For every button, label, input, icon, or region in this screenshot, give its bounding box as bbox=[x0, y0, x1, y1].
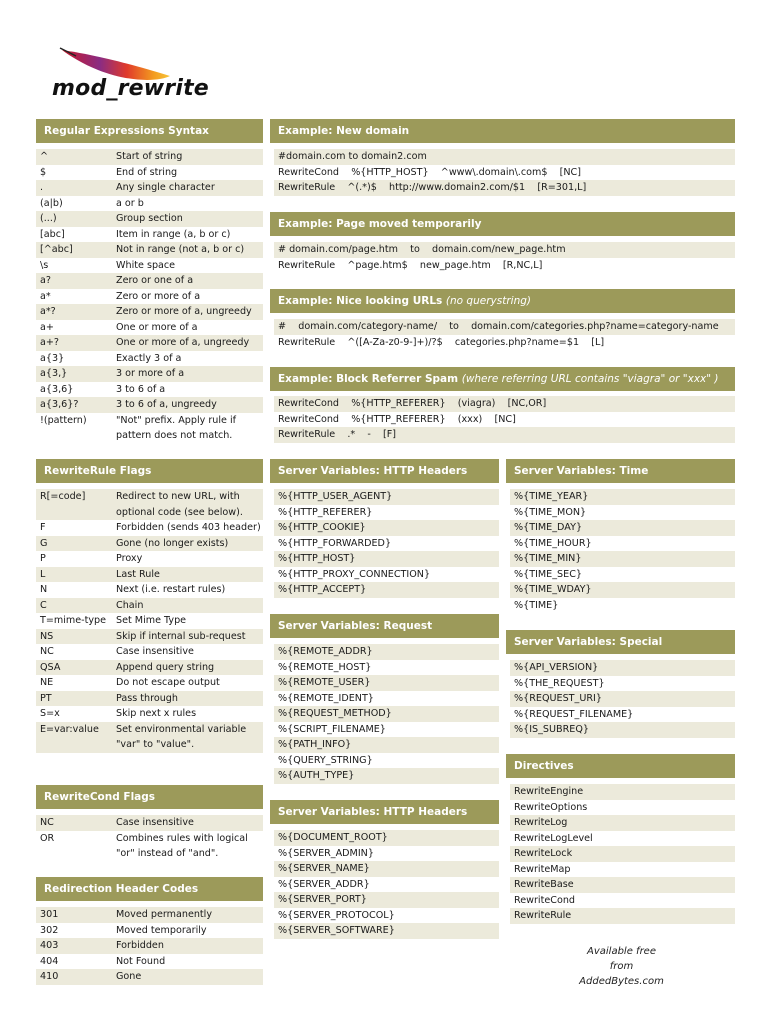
table-row bbox=[36, 258, 263, 274]
table-row bbox=[36, 320, 263, 336]
list-item: %{REMOTE_HOST} bbox=[278, 661, 372, 673]
page-title: mod_rewrite bbox=[52, 76, 209, 101]
regex-section-header: Regular Expressions Syntax bbox=[36, 119, 263, 143]
list-item: %{REQUEST_URI} bbox=[510, 691, 735, 707]
row-key: a+ bbox=[40, 321, 54, 333]
list-item: %{SCRIPT_FILENAME} bbox=[278, 723, 386, 735]
row-key: \s bbox=[40, 259, 49, 271]
list-item: %{DOCUMENT_ROOT} bbox=[274, 830, 499, 846]
list-item: %{REQUEST_FILENAME} bbox=[514, 708, 634, 720]
list-item: %{QUERY_STRING} bbox=[278, 754, 373, 766]
row-description: Start of string bbox=[116, 151, 183, 162]
redirection-codes-header: Redirection Header Codes bbox=[36, 877, 263, 901]
row-key: 403 bbox=[40, 940, 59, 951]
row-description: Moved permanently bbox=[116, 909, 213, 920]
table-row bbox=[36, 165, 263, 181]
row-key: OR bbox=[40, 832, 55, 844]
table-row bbox=[36, 227, 263, 243]
row-description: Append query string bbox=[116, 661, 215, 673]
row-key: NC bbox=[40, 817, 54, 828]
table-row bbox=[36, 691, 263, 707]
row-key: (a|b) bbox=[40, 197, 63, 209]
row-key: 404 bbox=[40, 955, 59, 967]
table-row bbox=[36, 382, 263, 398]
row-key: a{3,6} bbox=[40, 383, 74, 395]
footer-line-1: Available free from bbox=[587, 946, 656, 972]
table-row bbox=[36, 567, 263, 583]
table-row bbox=[36, 598, 263, 614]
directives-list bbox=[510, 784, 735, 924]
table-row bbox=[36, 520, 263, 536]
list-item: %{IS_SUBREQ} bbox=[510, 722, 735, 738]
row-key: 410 bbox=[40, 971, 59, 982]
list-item: %{TIME_YEAR} bbox=[510, 489, 735, 505]
row-description: Zero or one of a bbox=[116, 275, 194, 286]
list-item: RewriteRule ^page.htm$ new_page.htm [R,NC,L] bbox=[278, 259, 543, 271]
list-item: %{TIME_DAY} bbox=[510, 520, 735, 536]
row-description: Any single character bbox=[116, 182, 215, 193]
table-row bbox=[36, 815, 263, 831]
server-vars-http2-list bbox=[274, 830, 499, 939]
row-key: ^ bbox=[40, 151, 49, 162]
row-description: Chain bbox=[116, 599, 144, 611]
row-description: a or b bbox=[116, 197, 144, 209]
row-key: NS bbox=[40, 630, 54, 642]
row-key: G bbox=[40, 537, 48, 549]
table-row bbox=[36, 660, 263, 676]
table-row bbox=[36, 489, 263, 520]
row-description: Last Rule bbox=[116, 568, 160, 580]
list-item: %{REMOTE_USER} bbox=[274, 675, 499, 691]
row-key: NC bbox=[40, 646, 54, 657]
example-nice-urls-code bbox=[274, 319, 735, 350]
row-description: Combines rules with logical "or" instead of "and". bbox=[116, 832, 248, 859]
list-item: %{SERVER_PROTOCOL} bbox=[278, 909, 395, 921]
list-item: # domain.com/category-name/ to domain.com/categories.php?name=category-name bbox=[274, 319, 735, 335]
list-item: RewriteRule bbox=[510, 908, 735, 924]
row-key: a{3,} bbox=[40, 368, 68, 379]
list-item: RewriteBase bbox=[510, 877, 735, 893]
list-item: %{HTTP_HOST} bbox=[274, 551, 499, 567]
list-item: RewriteOptions bbox=[514, 801, 588, 813]
row-description: Zero or more of a bbox=[116, 290, 201, 302]
list-item: #domain.com to domain2.com bbox=[274, 149, 735, 165]
table-row bbox=[36, 536, 263, 552]
row-description: Forbidden bbox=[116, 940, 164, 951]
row-key: T=mime-type bbox=[40, 615, 107, 626]
table-row bbox=[36, 954, 263, 970]
table-row bbox=[36, 969, 263, 985]
rewriterule-flags-header: RewriteRule Flags bbox=[36, 459, 263, 483]
row-description: Zero or more of a, ungreedy bbox=[116, 306, 252, 317]
row-description: One or more of a, ungreedy bbox=[116, 337, 250, 348]
row-key: a* bbox=[40, 290, 51, 302]
table-row bbox=[36, 907, 263, 923]
table-row bbox=[36, 242, 263, 258]
row-description: Item in range (a, b or c) bbox=[116, 228, 231, 240]
table-row bbox=[36, 613, 263, 629]
row-description: Skip next x rules bbox=[116, 708, 197, 719]
row-description: Set environmental variable "var" to "value". bbox=[116, 723, 247, 750]
row-key: a+? bbox=[40, 337, 60, 348]
list-item: %{REQUEST_METHOD} bbox=[274, 706, 499, 722]
list-item: RewriteLogLevel bbox=[514, 832, 593, 844]
row-key: E=var:value bbox=[40, 723, 99, 735]
row-key: (...) bbox=[40, 213, 57, 224]
server-vars-http-list bbox=[274, 489, 499, 598]
row-description: Redirect to new URL, with optional code (see below). bbox=[116, 491, 243, 518]
rewriterule-flags-table bbox=[36, 489, 263, 753]
list-item: # domain.com/page.htm to domain.com/new_page.htm bbox=[274, 242, 735, 258]
row-key: L bbox=[40, 568, 46, 580]
list-item: %{HTTP_PROXY_CONNECTION} bbox=[278, 568, 431, 580]
table-row bbox=[36, 938, 263, 954]
server-vars-http2-header: Server Variables: HTTP Headers bbox=[270, 800, 499, 824]
row-description: Not Found bbox=[116, 955, 166, 967]
row-key: C bbox=[40, 599, 47, 611]
row-key: S=x bbox=[40, 708, 60, 719]
list-item: %{TIME_MIN} bbox=[510, 551, 735, 567]
row-description: 3 to 6 of a, ungreedy bbox=[116, 399, 217, 410]
server-vars-request-header: Server Variables: Request bbox=[270, 614, 499, 638]
table-row bbox=[36, 644, 263, 660]
row-key: a{3,6}? bbox=[40, 399, 79, 410]
row-key: PT bbox=[40, 692, 52, 704]
list-item: RewriteLog bbox=[510, 815, 735, 831]
row-key: N bbox=[40, 584, 48, 595]
list-item: %{HTTP_USER_AGENT} bbox=[274, 489, 499, 505]
regex-table bbox=[36, 149, 263, 444]
row-description: "Not" prefix. Apply rule if pattern does not match. bbox=[116, 414, 237, 441]
rewritecond-flags-header: RewriteCond Flags bbox=[36, 785, 263, 809]
row-key: R[=code] bbox=[40, 491, 86, 502]
row-description: Gone bbox=[116, 971, 142, 982]
row-description: 3 or more of a bbox=[116, 368, 185, 379]
redirection-codes-table bbox=[36, 907, 263, 985]
footer-line-2: AddedBytes.com bbox=[579, 976, 664, 987]
table-row bbox=[36, 397, 263, 413]
table-row bbox=[36, 413, 263, 444]
table-row bbox=[36, 351, 263, 367]
list-item: %{TIME} bbox=[514, 599, 559, 611]
row-description: Case insensitive bbox=[116, 646, 194, 657]
list-item: RewriteLock bbox=[510, 846, 735, 862]
example-spam-header bbox=[270, 367, 735, 391]
row-key: NE bbox=[40, 677, 54, 688]
list-item: %{SERVER_ADMIN} bbox=[278, 847, 374, 859]
server-vars-time-list bbox=[510, 489, 735, 613]
table-row bbox=[36, 211, 263, 227]
list-item: RewriteRule ^(.*)$ http://www.domain2.com/$1 [R=301,L] bbox=[274, 180, 735, 196]
table-row bbox=[36, 551, 263, 567]
table-row bbox=[36, 289, 263, 305]
row-description: White space bbox=[116, 259, 176, 271]
list-item: %{SERVER_PORT} bbox=[274, 892, 499, 908]
example-nice-urls-header bbox=[270, 289, 735, 313]
example-spam-note: (where referring URL contains "viagra" or "xxx" ) bbox=[461, 373, 719, 385]
table-row bbox=[36, 722, 263, 753]
row-description: Next (i.e. restart rules) bbox=[116, 584, 226, 595]
row-key: 301 bbox=[40, 909, 59, 920]
example-spam-code bbox=[274, 396, 735, 443]
list-item: %{PATH_INFO} bbox=[274, 737, 499, 753]
row-description: Gone (no longer exists) bbox=[116, 537, 229, 549]
row-key: 302 bbox=[40, 924, 59, 936]
list-item: %{SERVER_ADDR} bbox=[278, 878, 370, 890]
example-nice-urls-note: (no querystring) bbox=[445, 295, 531, 307]
row-key: $ bbox=[40, 166, 47, 178]
list-item: %{SERVER_SOFTWARE} bbox=[274, 923, 499, 939]
row-description: End of string bbox=[116, 166, 178, 178]
row-key: a{3} bbox=[40, 352, 65, 364]
list-item: RewriteCond bbox=[514, 894, 575, 906]
list-item: %{API_VERSION} bbox=[510, 660, 735, 676]
table-row bbox=[36, 304, 263, 320]
table-row bbox=[36, 923, 263, 939]
list-item: %{HTTP_REFERER} bbox=[278, 506, 373, 518]
example-moved-header: Example: Page moved temporarily bbox=[270, 212, 735, 236]
list-item: %{AUTH_TYPE} bbox=[274, 768, 499, 784]
table-row bbox=[36, 706, 263, 722]
list-item: RewriteCond %{HTTP_REFERER} (xxx) [NC] bbox=[278, 413, 516, 425]
row-description: Not in range (not a, b or c) bbox=[116, 244, 245, 255]
list-item: RewriteRule .* - [F] bbox=[274, 427, 735, 443]
list-item: %{HTTP_ACCEPT} bbox=[274, 582, 499, 598]
table-row bbox=[36, 335, 263, 351]
row-key: QSA bbox=[40, 661, 61, 673]
list-item: %{SERVER_NAME} bbox=[274, 861, 499, 877]
list-item: %{TIME_HOUR} bbox=[514, 537, 592, 549]
row-key: F bbox=[40, 522, 46, 533]
server-vars-http-header: Server Variables: HTTP Headers bbox=[270, 459, 499, 483]
list-item: RewriteCond %{HTTP_HOST} ^www\.domain\.com$ [NC] bbox=[278, 166, 582, 178]
table-row bbox=[36, 196, 263, 212]
example-nice-urls-title: Example: Nice looking URLs bbox=[278, 295, 443, 307]
server-vars-request-list bbox=[274, 644, 499, 784]
row-description: Exactly 3 of a bbox=[116, 352, 182, 364]
row-description: Moved temporarily bbox=[116, 924, 207, 936]
example-new-domain-header: Example: New domain bbox=[270, 119, 735, 143]
row-description: Skip if internal sub-request bbox=[116, 630, 246, 642]
table-row bbox=[36, 149, 263, 165]
list-item: %{REMOTE_ADDR} bbox=[274, 644, 499, 660]
table-row bbox=[36, 629, 263, 645]
list-item: %{TIME_SEC} bbox=[514, 568, 582, 580]
example-spam-title: Example: Block Referrer Spam bbox=[278, 373, 459, 385]
row-key: P bbox=[40, 553, 46, 564]
row-key: . bbox=[40, 182, 44, 193]
row-key: a? bbox=[40, 275, 51, 286]
footer-credit bbox=[574, 944, 669, 989]
server-vars-time-header: Server Variables: Time bbox=[506, 459, 735, 483]
row-key: !(pattern) bbox=[40, 414, 87, 426]
table-row bbox=[36, 831, 263, 862]
list-item: %{HTTP_COOKIE} bbox=[274, 520, 499, 536]
row-description: Forbidden (sends 403 header) bbox=[116, 522, 261, 533]
row-description: Set Mime Type bbox=[116, 615, 187, 626]
row-key: [^abc] bbox=[40, 244, 73, 255]
row-description: Group section bbox=[116, 213, 183, 224]
row-key: [abc] bbox=[40, 228, 65, 240]
row-key: a*? bbox=[40, 306, 56, 317]
server-vars-special-header: Server Variables: Special bbox=[506, 630, 735, 654]
row-description: 3 to 6 of a bbox=[116, 383, 166, 395]
list-item: %{HTTP_FORWARDED} bbox=[278, 537, 392, 549]
list-item: RewriteEngine bbox=[510, 784, 735, 800]
table-row bbox=[36, 273, 263, 289]
row-description: Case insensitive bbox=[116, 817, 194, 828]
example-new-domain-code bbox=[274, 149, 735, 196]
example-moved-code bbox=[274, 242, 735, 273]
table-row bbox=[36, 675, 263, 691]
row-description: Do not escape output bbox=[116, 677, 220, 688]
row-description: Proxy bbox=[116, 553, 143, 564]
table-row bbox=[36, 582, 263, 598]
directives-header: Directives bbox=[506, 754, 735, 778]
rewritecond-flags-table bbox=[36, 815, 263, 862]
row-description: One or more of a bbox=[116, 321, 198, 333]
row-description: Pass through bbox=[116, 692, 178, 704]
server-vars-special-list bbox=[510, 660, 735, 738]
table-row bbox=[36, 366, 263, 382]
list-item: RewriteRule ^([A-Za-z0-9-]+)/?$ categories.php?name=$1 [L] bbox=[278, 336, 605, 348]
list-item: RewriteCond %{HTTP_REFERER} (viagra) [NC,OR] bbox=[274, 396, 735, 412]
table-row bbox=[36, 180, 263, 196]
list-item: %{TIME_MON} bbox=[514, 506, 587, 518]
list-item: %{TIME_WDAY} bbox=[510, 582, 735, 598]
list-item: RewriteMap bbox=[514, 863, 571, 875]
list-item: %{REMOTE_IDENT} bbox=[278, 692, 374, 704]
list-item: %{THE_REQUEST} bbox=[514, 677, 605, 689]
